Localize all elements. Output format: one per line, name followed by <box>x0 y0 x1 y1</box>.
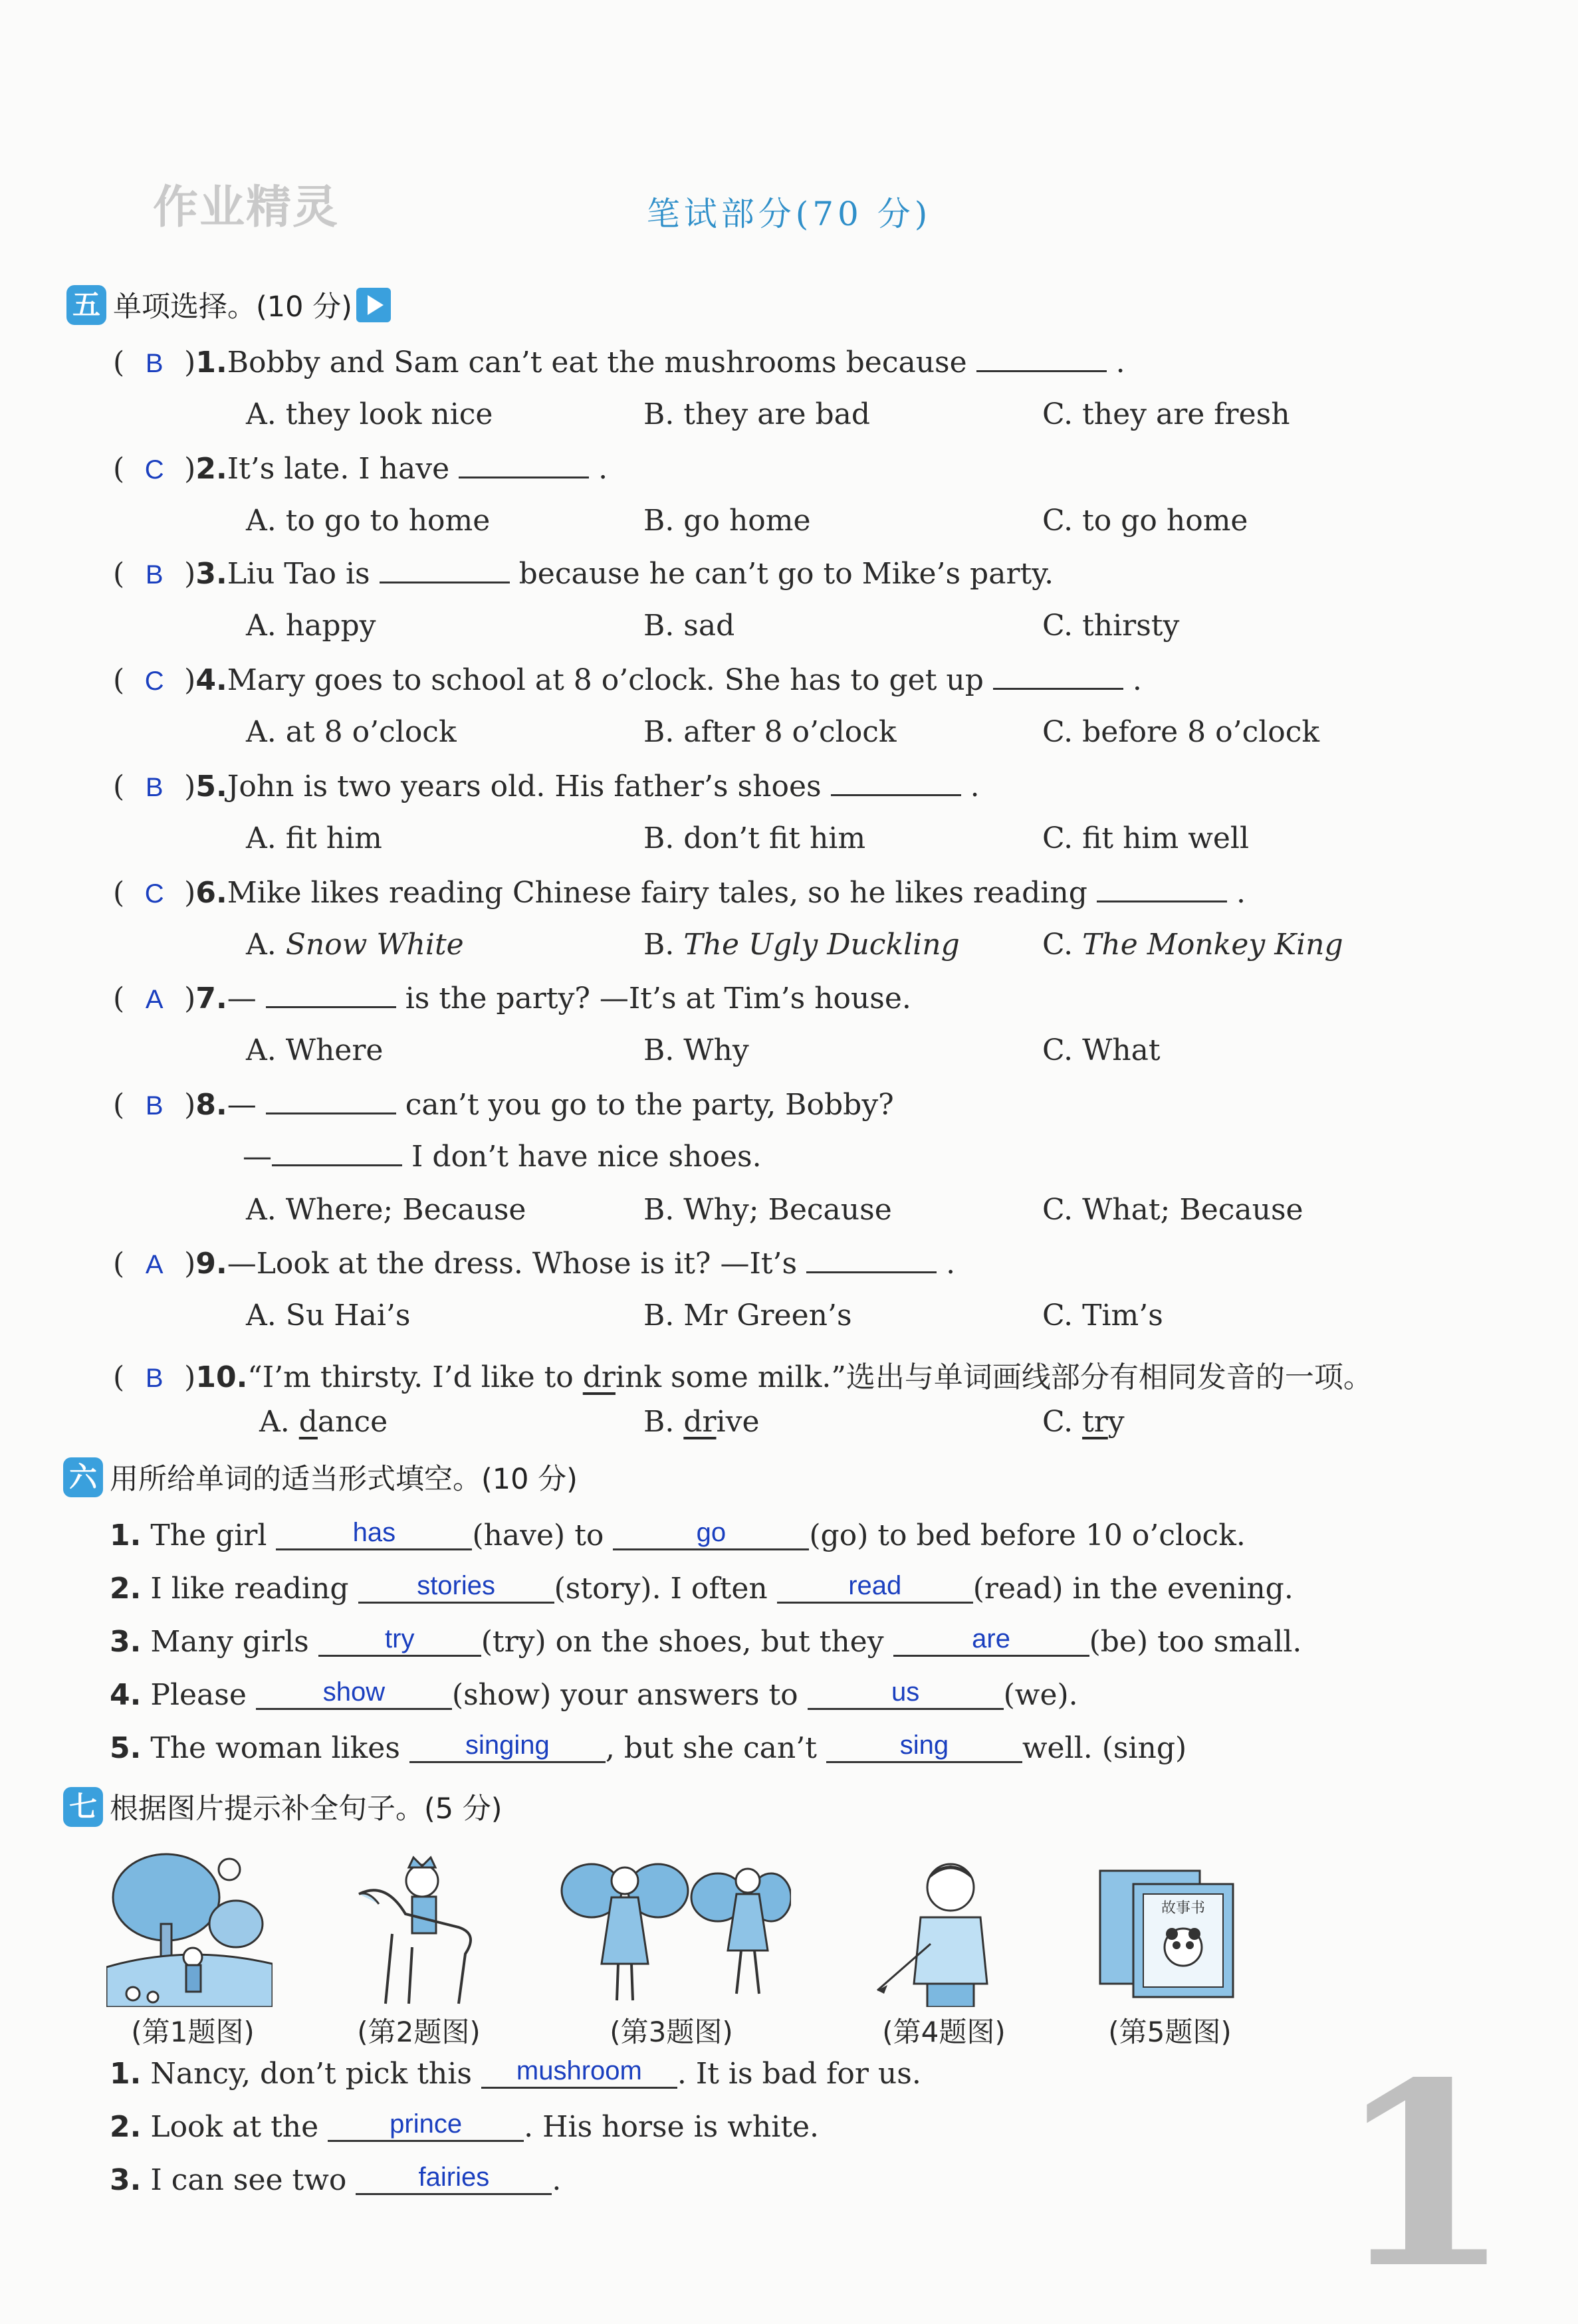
paren-close: ) <box>184 770 196 803</box>
option-b[interactable] <box>643 928 960 962</box>
answer-mark: B <box>145 560 164 589</box>
answer-blank[interactable] <box>1097 894 1227 902</box>
sentence-part: (show) your answers to <box>451 1678 798 1712</box>
question-text: Liu Tao is <box>227 557 370 591</box>
question-row <box>113 452 608 486</box>
option-a[interactable]: A. Su Hai’s <box>246 1299 411 1332</box>
question-text: Mary goes to school at 8 o’clock. She has to get up <box>227 663 984 697</box>
picture-caption: (第1题图) <box>131 2016 255 2048</box>
answer-blank[interactable]: try <box>318 1623 481 1657</box>
paren-close: ) <box>184 1360 196 1394</box>
option-b[interactable]: B. don’t fit him <box>643 821 866 855</box>
option-a[interactable]: A. Where; Because <box>246 1193 526 1227</box>
answer-blank[interactable] <box>380 575 510 583</box>
answer-mark: C <box>144 667 164 696</box>
question-number: 9. <box>195 1247 227 1281</box>
option-prefix: B. <box>643 928 684 962</box>
picture-boy-singing <box>871 1857 1024 2007</box>
answer-blank[interactable]: mushroom <box>481 2055 677 2089</box>
answer-blank[interactable]: are <box>893 1623 1089 1657</box>
option-b[interactable]: B. after 8 o’clock <box>643 715 897 749</box>
question-row <box>113 876 1246 910</box>
dash: — <box>243 1140 272 1174</box>
question-row <box>113 770 980 803</box>
option-prefix: B. <box>643 1405 684 1439</box>
paren-open: ( <box>113 876 125 910</box>
question-row <box>113 346 1125 379</box>
paren-close: ) <box>184 452 196 486</box>
question-text: —Look at the dress. Whose is it? —It’s <box>227 1247 798 1281</box>
fill-row <box>110 1572 1294 1608</box>
option-a[interactable] <box>259 1405 388 1439</box>
answer-blank[interactable]: prince <box>328 2108 524 2142</box>
page-number: 1 <box>1336 2027 1512 2324</box>
option-underlined: d <box>298 1405 318 1439</box>
sentence-part: , but she can’t <box>605 1731 817 1765</box>
sentence-part: well. (sing) <box>1022 1731 1187 1765</box>
picture-prince-horse <box>346 1854 485 2007</box>
option-title: The Monkey King <box>1082 928 1343 962</box>
question-text-2: ink some milk.”选出与单词画线部分有相同发音的一项。 <box>615 1360 1373 1394</box>
answer-blank[interactable] <box>993 681 1123 690</box>
option-underlined: dr <box>683 1405 717 1439</box>
option-prefix: C. <box>1042 928 1083 962</box>
question-number: 4. <box>110 1678 142 1712</box>
question-text: — <box>227 982 257 1015</box>
answer-mark: B <box>145 349 164 378</box>
paren-close: ) <box>184 1247 196 1281</box>
option-title: Snow White <box>285 928 464 962</box>
section-badge: 七 <box>63 1787 103 1827</box>
sentence-part: Look at the <box>150 2110 319 2144</box>
paren-open: ( <box>113 1360 125 1394</box>
option-a[interactable]: A. Where <box>246 1033 384 1067</box>
option-b[interactable]: B. Why; Because <box>643 1193 892 1227</box>
underlined-letters: dr <box>582 1360 616 1394</box>
question-tail: is the party? —It’s at Tim’s house. <box>405 982 911 1015</box>
answer-blank[interactable] <box>266 1106 396 1114</box>
sentence-part: (be) too small. <box>1089 1625 1302 1659</box>
question-number: 7. <box>195 982 227 1015</box>
book-label: 故事书 <box>1161 1900 1206 1917</box>
page-title: 笔试部分(70 分) <box>646 195 932 233</box>
question-tail: . <box>1115 346 1125 379</box>
question-number: 3. <box>110 1625 142 1659</box>
fill-row <box>110 1625 1301 1661</box>
sentence-part: (try) on the shoes, but they <box>481 1625 884 1659</box>
question-row <box>113 557 1054 591</box>
question-row <box>113 982 911 1015</box>
option-c[interactable]: C. they are fresh <box>1042 397 1290 431</box>
sentence-part: . His horse is white. <box>524 2110 820 2144</box>
question-number: 2. <box>110 2110 142 2144</box>
option-rest: y <box>1107 1405 1125 1439</box>
sentence-part: (story). I often <box>554 1572 768 1606</box>
picture-caption: (第5题图) <box>1108 2016 1232 2048</box>
question-number: 5. <box>195 770 227 803</box>
sentence-part: (read) in the evening. <box>972 1572 1294 1606</box>
answer-blank[interactable] <box>806 1265 937 1273</box>
option-c[interactable]: C. What <box>1042 1033 1161 1067</box>
question-row-2 <box>243 1140 762 1174</box>
paren-open: ( <box>113 557 125 591</box>
question-text: “I’m thirsty. I’d like to <box>247 1360 583 1394</box>
answer-blank[interactable] <box>266 1000 396 1008</box>
question-number: 1. <box>110 1519 142 1552</box>
fill-row <box>110 2163 561 2199</box>
watermark: 作业精灵 <box>153 181 340 234</box>
sentence-part: . <box>552 2163 562 2197</box>
sentence-part: The girl <box>150 1519 267 1552</box>
question-number: 3. <box>110 2163 142 2197</box>
sentence-part: I like reading <box>150 1572 349 1606</box>
question-tail: because he can’t go to Mike’s party. <box>518 557 1054 591</box>
paren-close: ) <box>184 876 196 910</box>
answer-mark: B <box>145 1364 164 1393</box>
paren-open: ( <box>113 663 125 697</box>
sentence-part: Please <box>150 1678 247 1712</box>
question-tail: . <box>1132 663 1142 697</box>
answer-blank[interactable]: show <box>256 1676 452 1710</box>
option-b[interactable]: B. Mr Green’s <box>643 1299 852 1332</box>
option-c[interactable]: C. before 8 o’clock <box>1042 715 1320 749</box>
fill-row <box>110 1731 1186 1767</box>
paren-open: ( <box>113 1247 125 1281</box>
paren-open: ( <box>113 982 125 1015</box>
question-tail: . <box>946 1247 956 1281</box>
paren-open: ( <box>113 1088 125 1122</box>
option-prefix: C. <box>1042 1405 1083 1439</box>
paren-close: ) <box>184 346 196 379</box>
question-number: 4. <box>195 663 227 697</box>
answer-mark: A <box>145 985 164 1014</box>
paren-close: ) <box>184 982 196 1015</box>
option-c[interactable]: C. Tim’s <box>1042 1299 1163 1332</box>
answer-blank[interactable]: stories <box>358 1570 554 1604</box>
paren-close: ) <box>184 1088 196 1122</box>
paren-close: ) <box>184 663 196 697</box>
option-b[interactable]: B. go home <box>643 504 811 538</box>
option-a[interactable]: A. fit him <box>246 821 382 855</box>
option-c[interactable]: C. What; Because <box>1042 1193 1303 1227</box>
answer-mark: C <box>144 455 164 484</box>
section-badge: 六 <box>63 1457 103 1497</box>
option-c[interactable]: C. to go home <box>1042 504 1248 538</box>
sentence-part: Nancy, don’t pick this <box>150 2057 472 2091</box>
sentence-part: The woman likes <box>150 1731 400 1765</box>
paren-open: ( <box>113 346 125 379</box>
option-b[interactable]: B. Why <box>643 1033 749 1067</box>
question-tail: . <box>970 770 980 803</box>
section-badge: 五 <box>66 285 106 325</box>
option-title: The Ugly Duckling <box>683 928 960 962</box>
section-7-header <box>63 1786 503 1827</box>
question-tail: . <box>1236 876 1246 910</box>
answer-mark: C <box>144 879 164 908</box>
fill-row <box>110 1519 1246 1554</box>
question-tail: I don’t have nice shoes. <box>411 1140 762 1174</box>
answer-blank[interactable] <box>976 364 1107 372</box>
question-number: 10. <box>195 1360 248 1394</box>
paren-open: ( <box>113 452 125 486</box>
section-title: 根据图片提示补全句子。(5 分) <box>110 1792 503 1826</box>
option-c[interactable] <box>1042 1405 1125 1439</box>
question-number: 2. <box>110 1572 142 1606</box>
answer-blank[interactable]: us <box>808 1676 1004 1710</box>
option-rest: ive <box>716 1405 760 1439</box>
picture-caption: (第2题图) <box>357 2016 481 2048</box>
question-tail: . <box>598 452 608 486</box>
question-number: 3. <box>195 557 227 591</box>
option-b[interactable]: B. they are bad <box>643 397 871 431</box>
question-row <box>113 1247 955 1281</box>
option-a[interactable]: A. happy <box>246 609 376 643</box>
fill-row <box>110 2110 819 2146</box>
option-c[interactable]: C. thirsty <box>1042 609 1180 643</box>
play-icon[interactable] <box>356 288 391 322</box>
question-number: 2. <box>195 452 227 486</box>
option-a[interactable] <box>246 928 464 962</box>
answer-blank[interactable] <box>831 788 961 796</box>
sentence-part: Many girls <box>150 1625 309 1659</box>
answer-blank[interactable]: singing <box>409 1729 606 1763</box>
option-prefix: A. <box>259 1405 299 1439</box>
option-underlined: tr <box>1082 1405 1108 1439</box>
question-number: 1. <box>110 2057 142 2091</box>
option-prefix: A. <box>246 928 286 962</box>
fill-row <box>110 2057 921 2093</box>
picture-caption: (第4题图) <box>882 2016 1006 2048</box>
paren-open: ( <box>113 770 125 803</box>
answer-blank[interactable]: sing <box>826 1729 1022 1763</box>
question-number: 1. <box>195 346 227 379</box>
answer-blank[interactable]: read <box>777 1570 973 1604</box>
answer-blank[interactable] <box>272 1158 402 1166</box>
fill-row <box>110 1678 1078 1714</box>
question-number: 5. <box>110 1731 142 1765</box>
option-b[interactable]: B. sad <box>643 609 735 643</box>
option-c[interactable] <box>1042 928 1343 962</box>
option-a[interactable]: A. to go to home <box>246 504 491 538</box>
option-a[interactable]: A. at 8 o’clock <box>246 715 457 749</box>
answer-mark: B <box>145 773 164 802</box>
option-rest: ance <box>317 1405 388 1439</box>
answer-blank[interactable]: go <box>613 1517 809 1550</box>
question-text: Bobby and Sam can’t eat the mushrooms because <box>227 346 967 379</box>
section-title: 单项选择。(10 分) <box>113 290 352 324</box>
option-a[interactable]: A. they look nice <box>246 397 493 431</box>
sentence-part: (have) to <box>472 1519 604 1552</box>
question-row <box>113 1088 894 1122</box>
question-text: Mike likes reading Chinese fairy tales, so he likes reading <box>227 876 1087 910</box>
section-title: 用所给单词的适当形式填空。(10 分) <box>110 1463 578 1496</box>
sentence-part: I can see two <box>150 2163 347 2197</box>
picture-two-fairies <box>558 1851 791 2010</box>
picture-caption: (第3题图) <box>610 2016 733 2048</box>
question-text: It’s late. I have <box>227 452 450 486</box>
sentence-part: (we). <box>1003 1678 1078 1712</box>
sentence-part: . It is bad for us. <box>677 2057 921 2091</box>
picture-mushroom-park <box>106 1851 273 2007</box>
option-c[interactable]: C. fit him well <box>1042 821 1250 855</box>
question-number: 8. <box>195 1088 227 1122</box>
section-6-header <box>63 1457 578 1497</box>
question-row <box>113 1353 1373 1396</box>
question-text: John is two years old. His father’s shoes <box>227 770 822 803</box>
answer-blank[interactable]: fairies <box>356 2161 552 2195</box>
option-b[interactable] <box>643 1405 759 1439</box>
question-tail: can’t you go to the party, Bobby? <box>405 1088 894 1122</box>
sentence-part: (go) to bed before 10 o’clock. <box>809 1519 1246 1552</box>
answer-blank[interactable] <box>459 470 589 478</box>
picture-story-books <box>1093 1861 1246 2000</box>
answer-mark: B <box>145 1091 164 1120</box>
answer-mark: A <box>145 1250 164 1279</box>
section-5-header <box>66 284 391 325</box>
question-row <box>113 663 1142 697</box>
question-text: — <box>227 1088 257 1122</box>
answer-blank[interactable]: has <box>276 1517 472 1550</box>
question-number: 6. <box>195 876 227 910</box>
paren-close: ) <box>184 557 196 591</box>
